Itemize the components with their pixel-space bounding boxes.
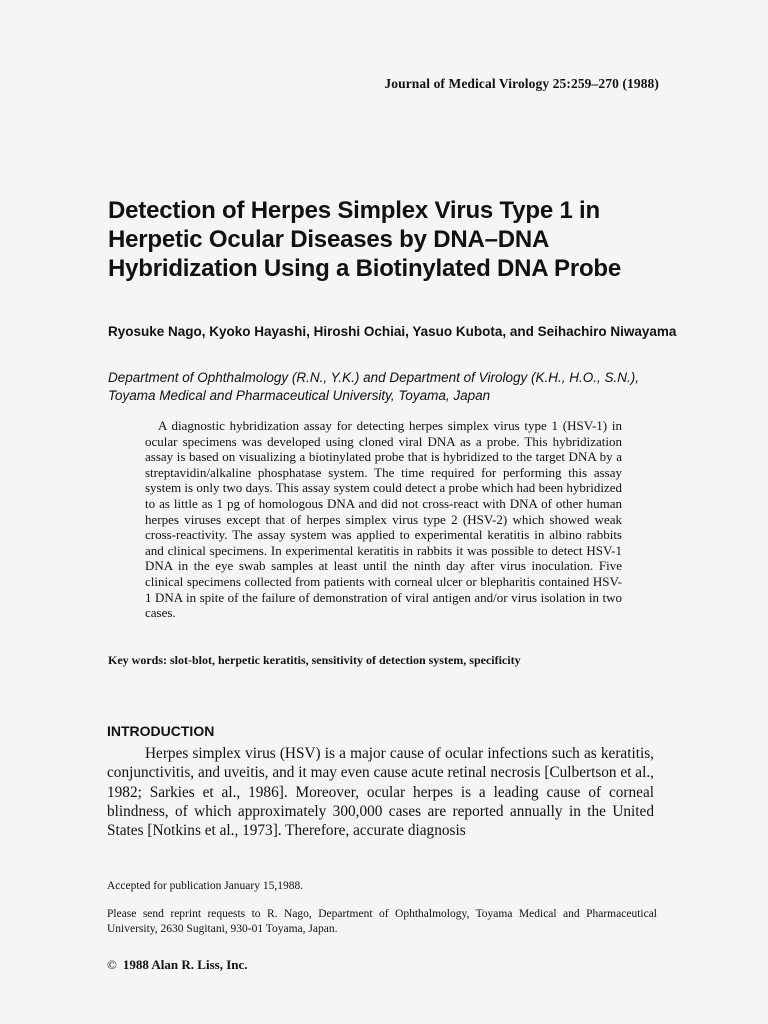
journal-header: Journal of Medical Virology 25:259–270 (1988): [384, 76, 659, 91]
copyright-line: [107, 957, 248, 973]
introduction-paragraph: Herpes simplex virus (HSV) is a major cause of ocular infections such as keratitis, conjunctivitis, and uveitis, and it may even cause acute retinal necrosis [Culbertson et al., 1982; Sarkies et al., 1986]. Moreover, ocular herpes is a leading cause of corneal blindness, of which approximately 300,000 cases are reported annually in the United States [Notkins et al., 1973]. Therefore, accurate diagnosis: [107, 745, 654, 840]
abstract: A diagnostic hybridization assay for detecting herpes simplex virus type 1 (HSV-1) in ocular specimens was developed using cloned viral DNA as a probe. This hybridization assay is based on visualizing a biotinylated probe that is hybridized to the target DNA by a streptavidin/alkaline phosphatase system. The time required for performing this assay system is only two days. This assay system could detect a probe which had been hybridized to as little as 1 pg of homologous DNA and did not cross-react with DNA of other human herpes viruses except that of herpes simplex virus type 2 (HSV-2) which showed weak cross-reactivity. The assay system was applied to experimental keratitis in albino rabbits and clinical specimens. In experimental keratitis in rabbits it was possible to detect HSV-1 DNA in the eye swab samples at least until the ninth day after virus inoculation. Five clinical specimens collected from patients with corneal ulcer or blepharitis contained HSV-1 DNA in spite of the failure of demonstration of viral antigen and/or virus isolation in two cases.: [145, 418, 622, 621]
introduction-heading: INTRODUCTION: [107, 723, 215, 739]
reprint-request-note: Please send reprint requests to R. Nago, Department of Ophthalmology, Toyama Medical and Pharmaceutical University, 2630 Sugitani, 930-01 Toyama, Japan.: [107, 908, 657, 935]
keywords: Key words: slot-blot, herpetic keratitis, sensitivity of detection system, specificity: [108, 653, 521, 667]
copyright-symbol: ©: [107, 957, 117, 972]
author-list: Ryosuke Nago, Kyoko Hayashi, Hiroshi Ochiai, Yasuo Kubota, and Seihachiro Niwayama: [108, 324, 677, 339]
copyright-text: 1988 Alan R. Liss, Inc.: [122, 957, 248, 972]
author-affiliation: Department of Ophthalmology (R.N., Y.K.) and Department of Virology (K.H., H.O., S.N.), Toyama Medical and Pharmaceutical University, Toyama, Japan: [108, 370, 639, 403]
article-title: Detection of Herpes Simplex Virus Type 1 in Herpetic Ocular Diseases by DNA–DNA Hybridization Using a Biotinylated DNA Probe: [108, 197, 622, 282]
accepted-note: Accepted for publication January 15,1988.: [107, 880, 304, 892]
